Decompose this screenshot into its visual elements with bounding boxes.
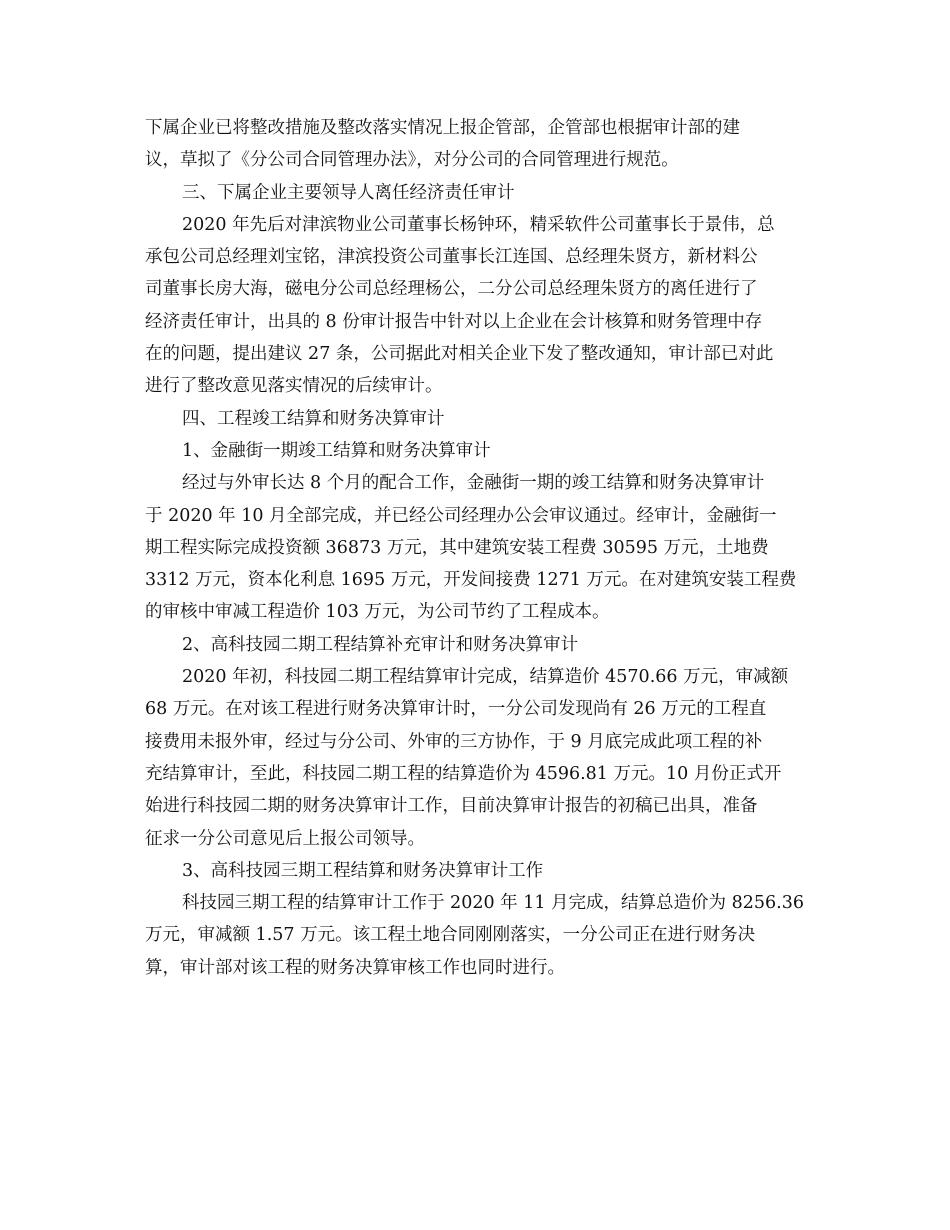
text-line: 承包公司总经理刘宝铭，津滨投资公司董事长江连国、总经理朱贤方，新材料公 — [145, 247, 758, 268]
text-line: 始进行科技园二期的财务决算审计工作，目前决算审计报告的初稿已出具，准备 — [145, 796, 758, 817]
text-line: 2020 年先后对津滨物业公司董事长杨钟环，精采软件公司董事长于景伟，总 — [182, 214, 775, 235]
text-line: 在的问题，提出建议 27 条，公司据此对相关企业下发了整改通知，审计部已对此 — [145, 344, 774, 365]
document-body — [145, 112, 810, 984]
text-line: 征求一分公司意见后上报公司领导。 — [145, 828, 425, 849]
text-line: 2020 年初，科技园二期工程结算审计完成，结算造价 4570.66 万元，审减额 — [182, 667, 789, 688]
text-line: 经过与外审长达 8 个月的配合工作，金融街一期的竣工结算和财务决算审计 — [182, 473, 765, 494]
text-line: 于 2020 年 10 月全部完成，并已经公司经理办公会审议通过。经审计，金融街一 — [145, 505, 777, 526]
text-line: 充结算审计，至此，科技园二期工程的结算造价为 4596.81 万元。10 月份正式开 — [145, 763, 782, 784]
text-line: 下属企业已将整改措施及整改落实情况上报企管部，企管部也根据审计部的建 — [145, 118, 740, 138]
text-line: 万元，审减额 1.57 万元。该工程土地合同刚刚落实，一分公司正在进行财务决 — [145, 925, 756, 946]
text-line: 算，审计部对该工程的财务决算审核工作也同时进行。 — [145, 957, 565, 978]
text-line: 接费用未报外审，经过与分公司、外审的三方协作，于 9 月底完成此项工程的补 — [145, 731, 763, 752]
section-heading: 四、工程竣工结算和财务决算审计 — [182, 408, 445, 429]
text-line: 科技园三期工程的结算审计工作于 2020 年 11 月完成，结算总造价为 8256.36 — [182, 893, 804, 914]
subsection-heading: 3、高科技园三期工程结算和财务决算审计工作 — [182, 860, 544, 881]
subsection-heading: 2、高科技园二期工程结算补充审计和财务决算审计 — [182, 634, 579, 655]
text-line: 68 万元。在对该工程进行财务决算审计时，一分公司发现尚有 26 万元的工程直 — [145, 699, 767, 720]
text-line: 议，草拟了《分公司合同管理办法》，对分公司的合同管理进行规范。 — [145, 150, 679, 171]
section-heading: 三、下属企业主要领导人离任经济责任审计 — [182, 182, 515, 203]
text-line: 期工程实际完成投资额 36873 万元，其中建筑安装工程费 30595 万元，土地费 — [145, 537, 769, 558]
text-line: 经济责任审计，出具的 8 份审计报告中针对以上企业在会计核算和财务管理中存 — [145, 311, 763, 332]
text-line: 进行了整改意见落实情况的后续审计。 — [145, 376, 443, 397]
text-line: 司董事长房大海，磁电分公司总经理杨公，二分公司总经理朱贤方的离任进行了 — [145, 279, 758, 300]
subsection-heading: 1、金融街一期竣工结算和财务决算审计 — [182, 440, 491, 461]
text-line: 的审核中审减工程造价 103 万元，为公司节约了工程成本。 — [145, 602, 610, 623]
text-line: 3312 万元，资本化利息 1695 万元，开发间接费 1271 万元。在对建筑安装工程费 — [145, 570, 797, 591]
